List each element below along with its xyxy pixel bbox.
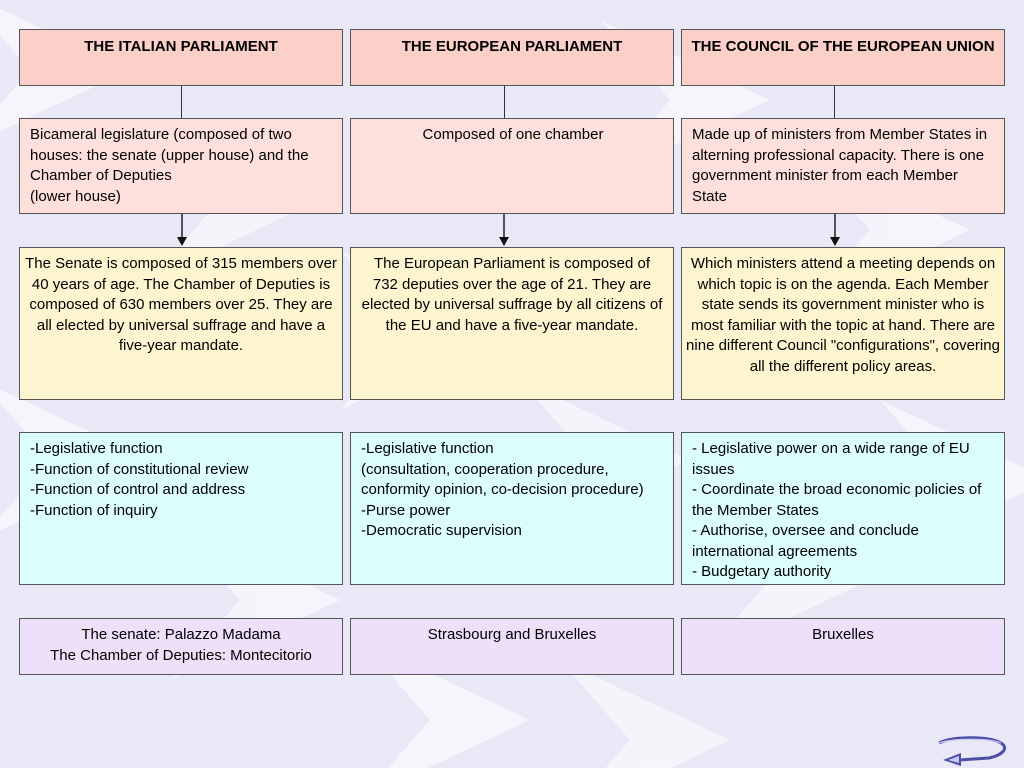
down-arrow-icon <box>829 213 841 247</box>
curved-return-arrow-icon[interactable] <box>933 735 1009 767</box>
header-council-eu: THE COUNCIL OF THE EUROPEAN UNION <box>681 29 1005 86</box>
functions-italian: -Legislative function -Function of constitutional review -Function of control and address -Function of inquiry <box>19 432 343 585</box>
seat-council: Bruxelles <box>681 618 1005 675</box>
header-italian-parliament: THE ITALIAN PARLIAMENT <box>19 29 343 86</box>
connector-line <box>504 85 505 118</box>
down-arrow-icon <box>176 213 188 247</box>
functions-european: -Legislative function (consultation, cooperation procedure, conformity opinion, co-decision procedure) -Purse power -Democratic supervision <box>350 432 674 585</box>
structure-italian: Bicameral legislature (composed of two houses: the senate (upper house) and the Chamber of Deputies (lower house) <box>19 118 343 214</box>
structure-council: Made up of ministers from Member States in alterning professional capacity. There is one government minister from each Member State <box>681 118 1005 214</box>
connector-line <box>834 85 835 118</box>
seat-european: Strasbourg and Bruxelles <box>350 618 674 675</box>
functions-council: - Legislative power on a wide range of EU issues - Coordinate the broad economic policies of the Member States - Authorise, oversee and conclude international agreements - Budgetary authority <box>681 432 1005 585</box>
structure-european: Composed of one chamber <box>350 118 674 214</box>
connector-line <box>181 85 182 118</box>
composition-european: The European Parliament is composed of 732 deputies over the age of 21. They are elected by universal suffrage by all citizens of the EU and have a five-year mandate. <box>350 247 674 400</box>
seat-italian: The senate: Palazzo Madama The Chamber of Deputies: Montecitorio <box>19 618 343 675</box>
composition-italian: The Senate is composed of 315 members over 40 years of age. The Chamber of Deputies is composed of 630 members over 25. They are all elected by universal suffrage and have a five-year mandate. <box>19 247 343 400</box>
down-arrow-icon <box>498 213 510 247</box>
composition-council: Which ministers attend a meeting depends on which topic is on the agenda. Each Member state sends its government minister who is most familiar with the topic at hand. There are nine different Council "configurations", covering all the different policy areas. <box>681 247 1005 400</box>
header-european-parliament: THE EUROPEAN PARLIAMENT <box>350 29 674 86</box>
